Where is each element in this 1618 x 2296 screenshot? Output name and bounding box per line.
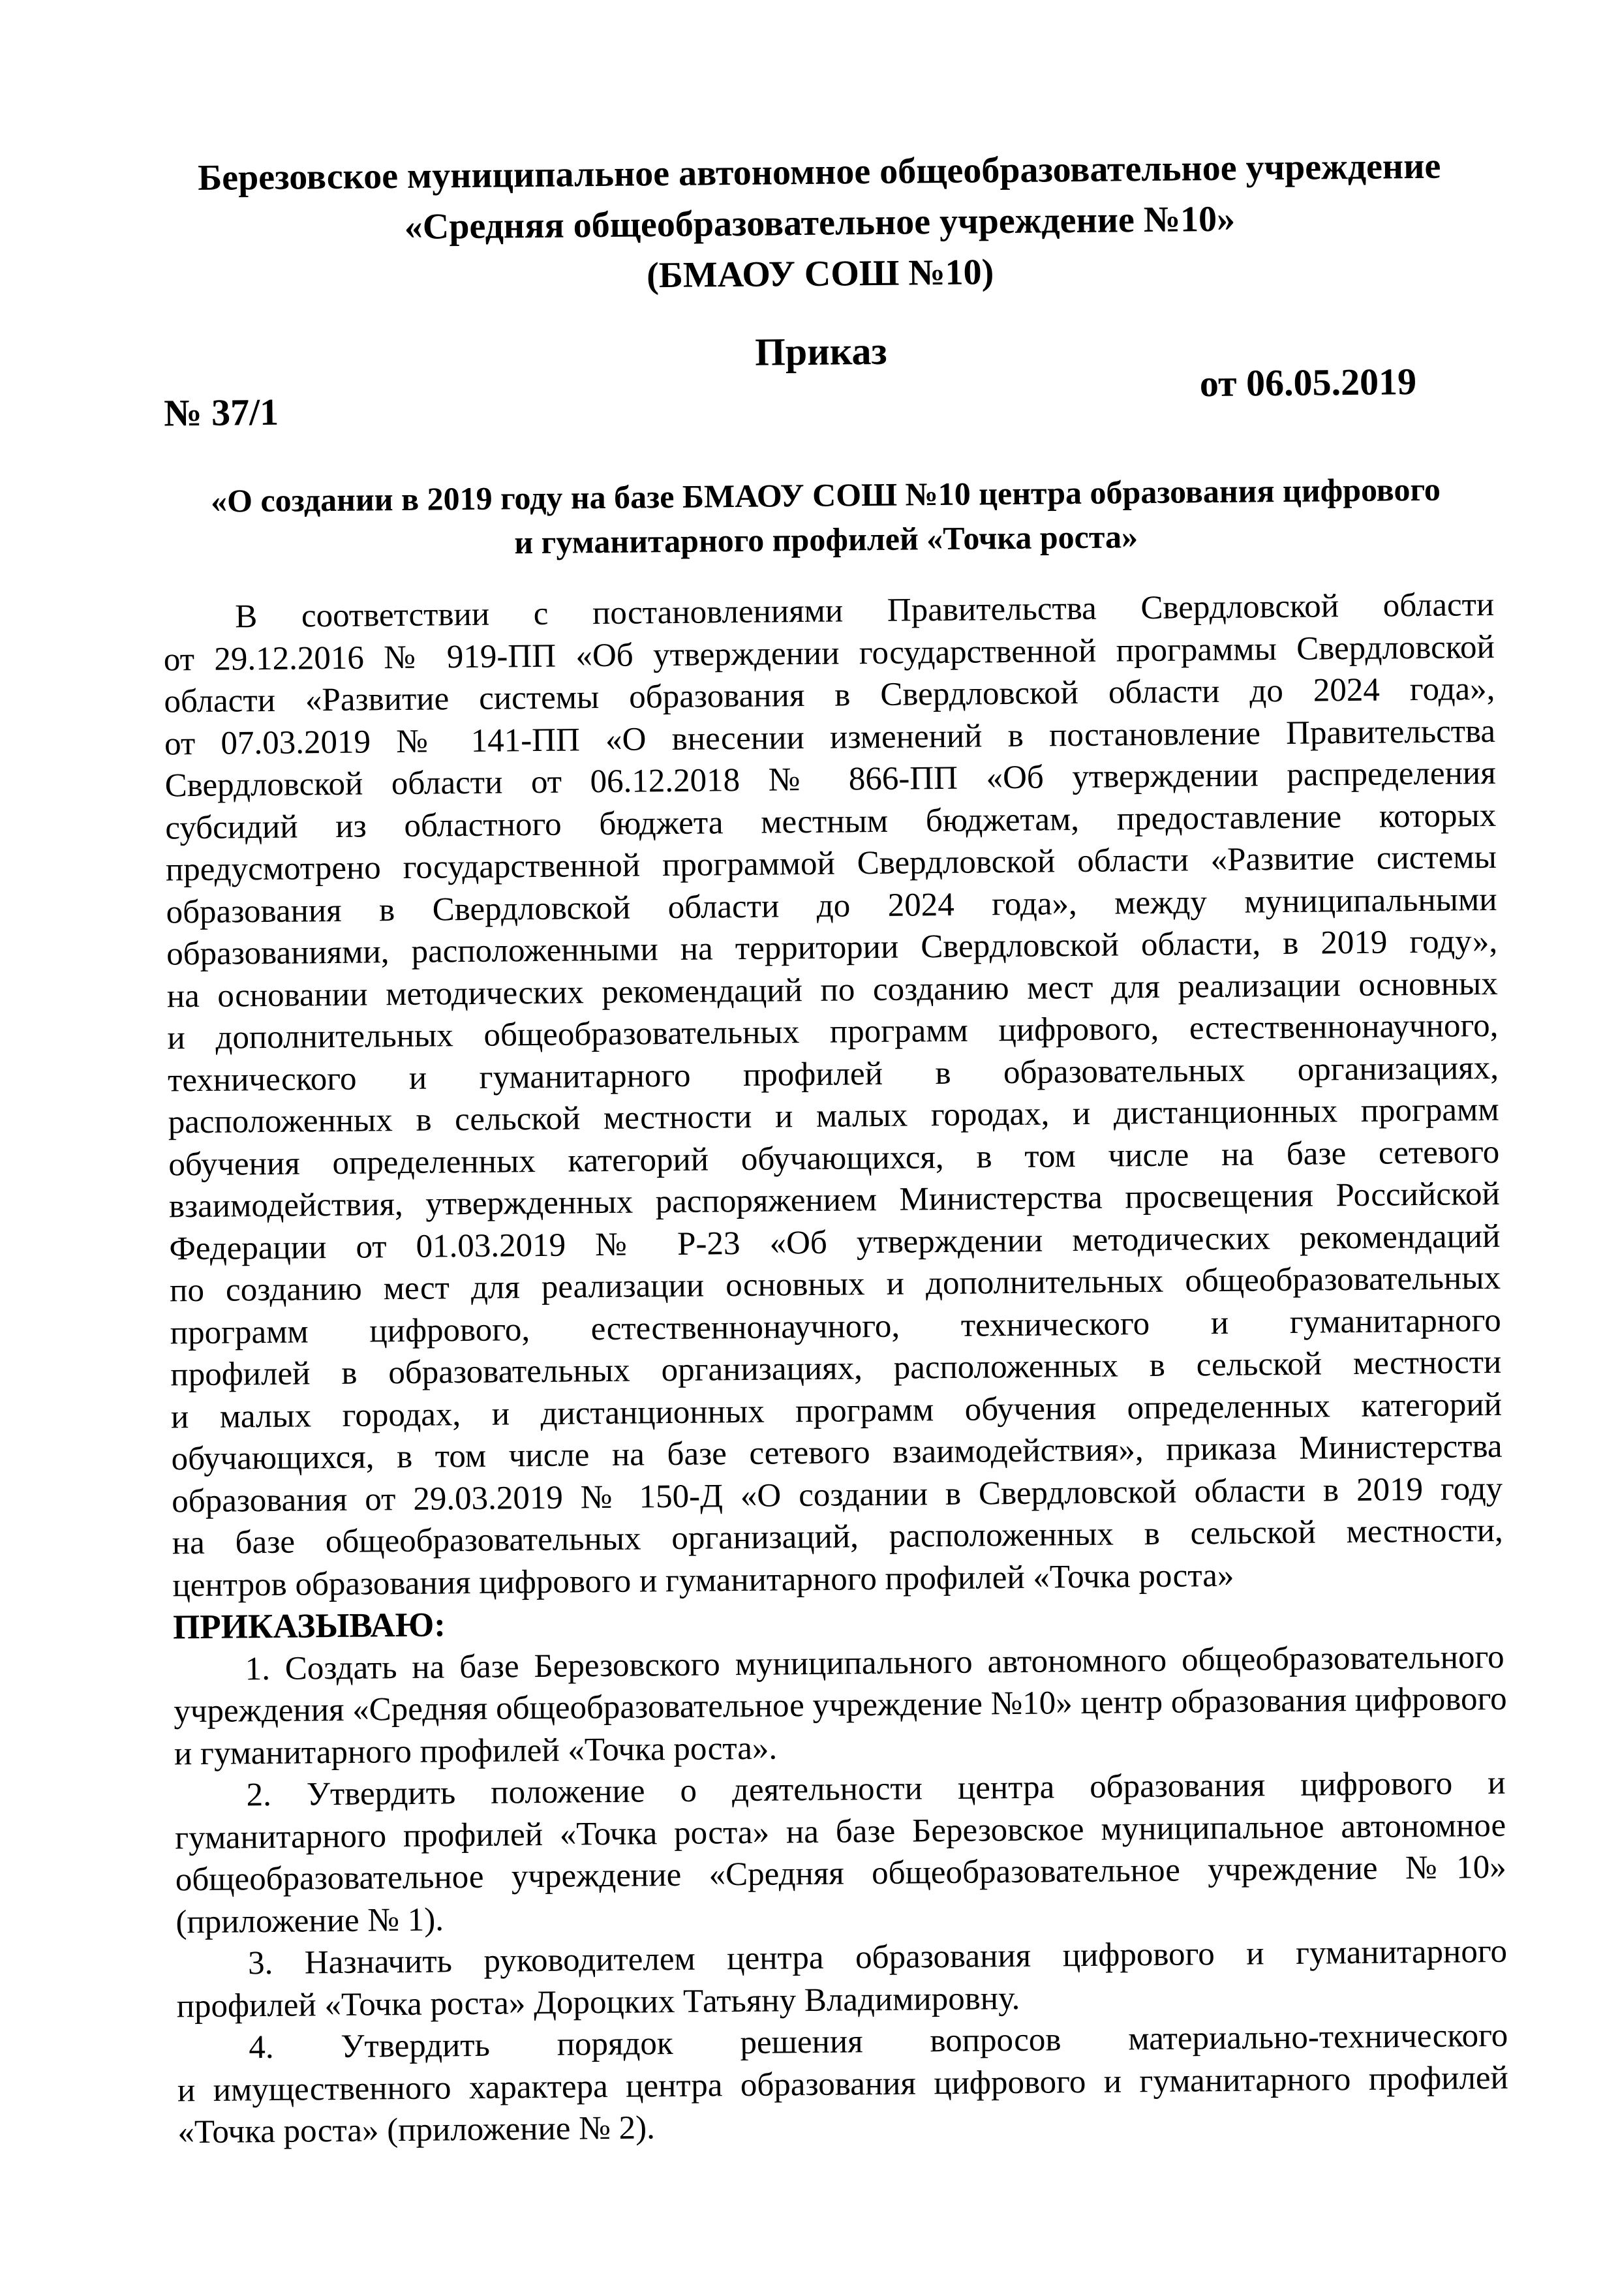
preamble-line: на основании методических рекомендаций по созданию мест для реализации основных [166,965,1498,1015]
organization-header [153,140,1486,306]
item-line: гуманитарного профилей «Точка роста» на базе Березовское муниципальное автономное [174,1807,1506,1856]
preamble-line: от 07.03.2019 № 141-ПП «О внесении изменений в постановление Правительства [164,712,1496,762]
item-line: «Точка роста» (приложение № 2). [177,2109,656,2151]
preamble-line: В соответствии с постановлениями Правительства Свердловской области [234,586,1495,635]
order-item-4 [177,2015,1509,2154]
preamble-line: профилей в образовательных организациях, расположенных в сельской местности [170,1343,1502,1394]
order-body [163,584,1509,2154]
preamble-line: образования от 29.03.2019 № 150-Д «О создании в Свердловской области в 2019 году [171,1470,1503,1520]
order-subject [157,467,1495,568]
preamble-line: расположенных в сельской местности и малых городах, и дистанционных программ [168,1091,1499,1141]
item-line: профилей «Точка роста» Дороцких Татьяну Владимировну. [176,1980,1020,2025]
preamble-line: по созданию мест для реализации основных и дополнительных общеобразовательных [169,1259,1501,1309]
item-line: 4. Утвердить порядок решения вопросов материально-технического [249,2017,1508,2066]
order-number: № 37/1 [163,390,279,435]
item-line: общеобразовательное учреждение «Средняя общеобразовательное учреждение №10» [175,1848,1506,1899]
organization-name-line2: «Средняя общеобразовательное учреждение №10» [404,198,1236,247]
preamble-line: субсидий из областного бюджета местным бюджетам, предоставление которых [165,797,1497,846]
preamble-line: области «Развитие системы образования в Свердловской области до 2024 года», [164,670,1495,720]
preamble-line: центров образования цифрового и гуманитарного профилей «Точка роста» [172,1557,1234,1604]
item-line: и имущественного характера центра образования цифрового и гуманитарного профилей [177,2059,1509,2109]
preamble-line: технического и гуманитарного профилей в образовательных организациях, [167,1049,1499,1099]
decree-label: ПРИКАЗЫВАЮ: [172,1606,446,1647]
order-item-2 [174,1762,1506,1944]
organization-abbreviation: (БМАОУ СОШ №10) [646,252,994,296]
item-line: 3. Назначить руководителем центра образования цифрового и гуманитарного [247,1933,1508,1982]
item-line: и гуманитарного профилей «Точка роста». [174,1730,778,1772]
preamble-line: обучающихся, в том числе на базе сетевого взаимодействия», приказа Министерства [171,1428,1503,1478]
preamble-line: от 29.12.2016 № 919-ПП «Об утверждении государственной программы Свердловской [163,628,1495,678]
item-line: 1. Создать на базе Березовского муниципального автономного общеобразовательного [245,1638,1504,1687]
item-line: 2. Утвердить положение о деятельности центра образования цифрового и [246,1764,1506,1814]
preamble-line: Свердловской области от 06.12.2018 № 866-ПП «Об утверждении распределения [164,754,1496,804]
preamble-line: взаимодействия, утвержденных распоряжением Министерства просвещения Российской [168,1175,1501,1225]
document-title: Приказ [754,329,887,374]
preamble-line: и дополнительных общеобразовательных программ цифрового, естественнонаучного, [167,1007,1499,1057]
preamble-line: предусмотрено государственной программой Свердловской области «Развитие системы [165,838,1497,889]
subject-line: «О создании в 2019 году на базе БМАОУ СОШ №10 центра образования цифрового [210,470,1441,519]
preamble-line: образованиями, расположенными на территории Свердловской области, в 2019 году», [166,923,1498,973]
item-line: (приложение № 1). [176,1901,444,1940]
organization-name-line1: Березовское муниципальное автономное общеобразовательное учреждение [197,145,1441,198]
item-line: учреждения «Средняя общеобразовательное учреждение №10» центр образования цифрового [174,1680,1507,1730]
preamble-line: программ цифрового, естественнонаучного, технического и гуманитарного [170,1302,1501,1351]
preamble-line: Федерации от 01.03.2019 № Р-23 «Об утверждении методических рекомендаций [169,1217,1501,1267]
preamble-line: на базе общеобразовательных организаций, расположенных в сельской местности, [172,1512,1504,1562]
preamble-line: обучения определенных категорий обучающихся, в том числе на базе сетевого [168,1133,1500,1183]
preamble-line: и малых городах, и дистанционных программ обучения определенных категорий [170,1386,1503,1435]
order-item-3 [176,1931,1508,2028]
order-date: от 06.05.2019 [1199,360,1417,405]
subject-line: и гуманитарного профилей «Точка роста» [514,518,1138,561]
preamble-paragraph [163,584,1504,1607]
preamble-line: образования в Свердловской области до 2024 года», между муниципальными [166,881,1497,930]
order-item-1 [173,1636,1505,1775]
